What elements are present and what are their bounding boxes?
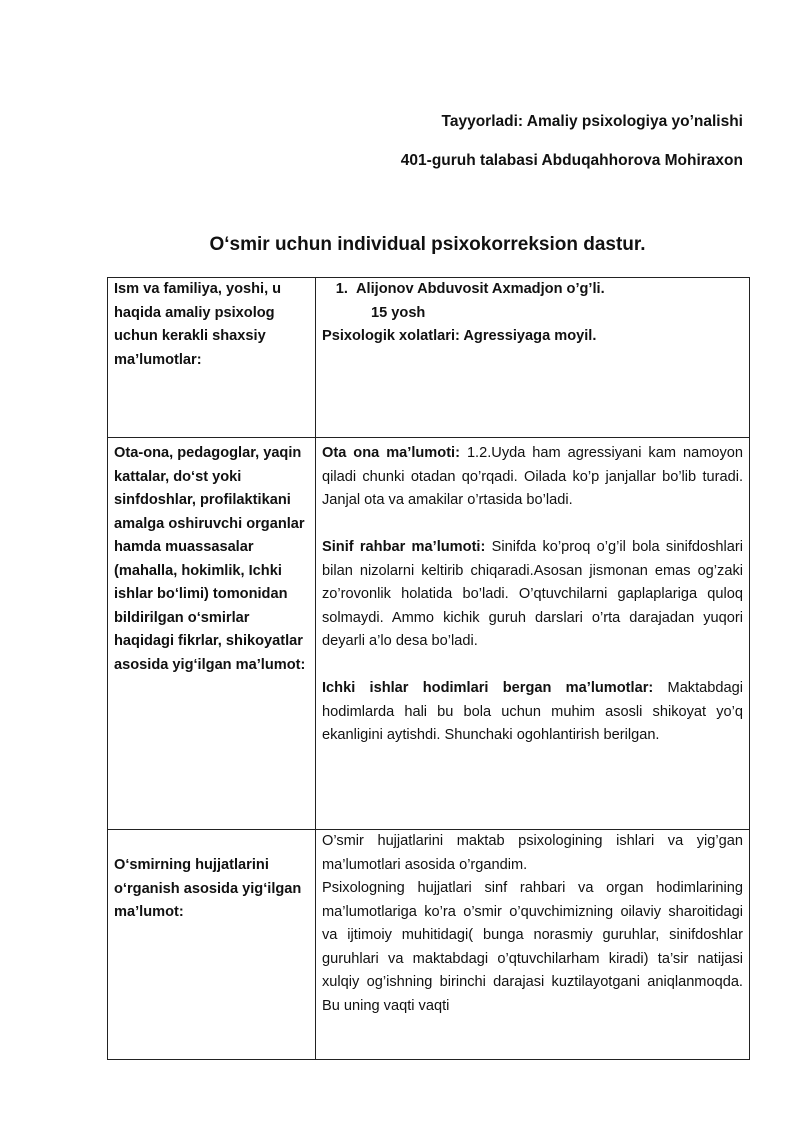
psychological-state: Psixologik xolatlari: Agressiyaga moyil. [322,328,597,344]
police-text: Maktabdagi hodimlarda hali bu bola uchun muhim asosli shikoyat yo’q ekanligini aytishdi. Shunchaki ogohlantirish berilgan. [322,680,743,743]
teacher-text: Sinifda ko’proq o’g’il bola sinifdoshlari bilan nizolarni keltirib chiqaradi.Asosan jismonan emas og’zaki zo’rovonlik holatida bo’ladi. O’qtuvchilarni gaplaplariga quloq solmaydi. Ammo kichik guruh darslari o’rta darajadan yuqori deyarli a’lo desa bo’ladi. [322,539,743,649]
police-info [322,677,743,748]
opinions-cell [316,438,750,830]
document-title: O‘smir uchun individual psixokorreksion dastur. [209,234,646,255]
parents-heading: Ota ona ma’lumoti: [322,445,460,461]
row-label-documents: O‘smirning hujjatlarini o‘rganish asosida yig‘ilgan ma’lumot: [108,830,316,1060]
table-row [108,438,750,830]
table-row [108,278,750,438]
police-heading: Ichki ishlar hodimlari bergan ma’lumotlar: [322,680,654,696]
student-name: 1. Alijonov Abduvosit Axmadjon o’g’li. [352,278,743,302]
student-age: 15 yosh [371,304,426,321]
documents-text-1: O’smir hujjatlarini maktab psixologining ishlari va yig’gan ma’lumotlari asosida o’rgandim. [322,833,743,873]
teacher-info [322,536,743,654]
teacher-heading: Sinif rahbar ma’lumoti: [322,539,486,555]
info-table [107,277,750,1060]
documents-text-2: Psixologning hujjatlari sinf rahbari va organ hodimlarining ma’lumotlariga ko’ra o’smir o’quvchimizning oilaviy sharoitidagi va ijtimoiy muhitidagi( bunga norasmiy guruhlar, sinifdoshlar guruhlari va maktabdagi o’qtuvchilarham kiradi) ta’sir natijasi xulqiy og’ishning birinchi darajasi kuztilayotgani aniqlanmoqda. Bu uning vaqti vaqti [322,880,743,1014]
author-line-student: 401-guruh talabasi Abduqahhorova Mohiraxon [400,152,743,169]
author-line-prepared-by: Tayyorladi: Amaliy psixologiya yo’nalishi [441,113,743,130]
personal-info-cell [316,278,750,438]
row-label-opinions: Ota-ona, pedagoglar, yaqin kattalar, do‘st yoki sinfdoshlar, profilaktikani amalga oshiruvchi organlar hamda muassasalar (mahalla, hokimlik, Ichki ishlar bo‘limi) tomonidan bildirilgan o‘smirlar haqidagi fikrlar, shikoyatlar asosida yig‘ilgan ma’lumot: [108,438,316,830]
row-label-personal-info: Ism va familiya, yoshi, u haqida amaliy psixolog uchun kerakli shaxsiy ma’lumotlar: [108,278,316,438]
parents-info [322,442,743,513]
parents-text: 1.2.Uyda ham agressiyani kam namoyon qiladi chunki otadan qo’rqadi. Oilada ko’p janjallar bo’lib turadi. Janjal ota va amakilar o’rtasida bo’ladi. [322,445,743,508]
student-list [322,278,743,302]
table-row [108,830,750,1060]
documents-cell [316,830,750,1060]
